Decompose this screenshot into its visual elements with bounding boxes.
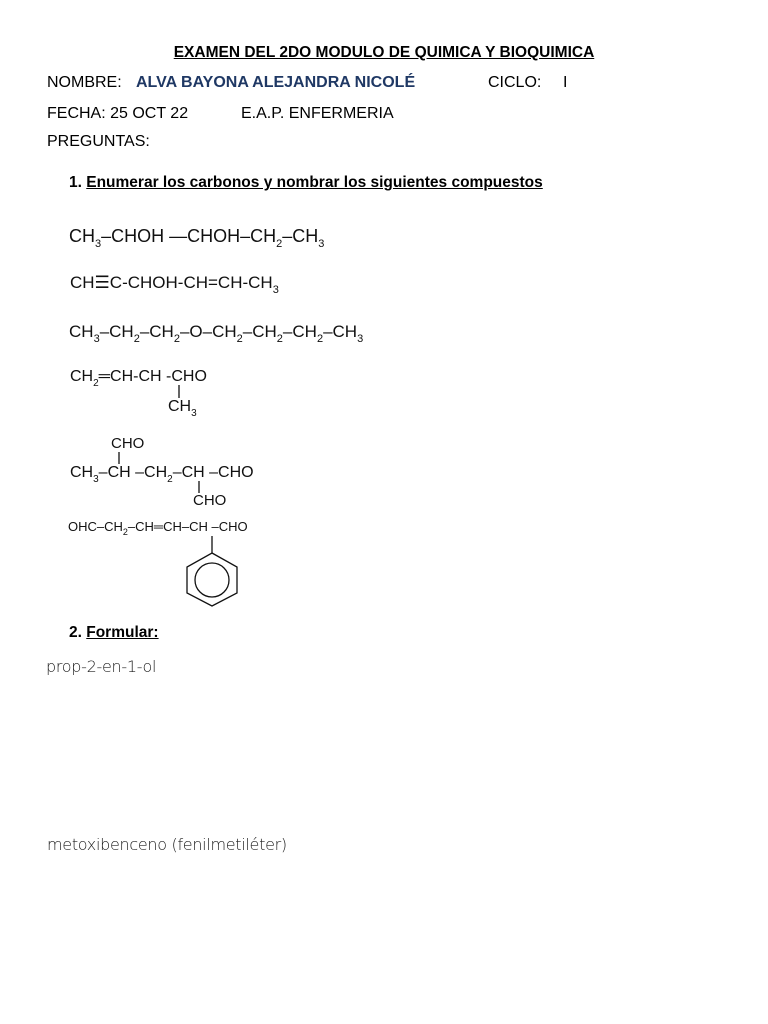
question-1-text: Enumerar los carbonos y nombrar los siguientes compuestos [86,174,543,191]
question-2-number: 2. [69,624,82,641]
formula-5-bottom: CHO [193,492,227,509]
question-2 [69,624,159,642]
formula-5: $CH_3-CH$ $-CH_2-CH$ –CHO [70,464,254,485]
preguntas-label: PREGUNTAS: [47,133,150,150]
formula-3: $CH_3-CH_2-CH_2-O-CH_2-CH_2-CH_2-CH_3$ [69,322,364,345]
question-1-number: 1. [69,174,82,191]
answer-2-text: metoxibenceno (fenilmetiléter) [47,835,287,854]
formula-6: OHC–$CH_2-CH═CH-CH$ –CHO [68,519,248,537]
ciclo-label: CICLO: [488,74,542,91]
formula-2: $CH☰C-CHOH-CH=CH-CH_3$ [70,273,279,296]
exam-title: EXAMEN DEL 2DO MODULO DE QUIMICA Y BIOQUIMICA [173,44,595,61]
question-2-text: Formular: [86,624,159,641]
formula-4-substituent: $CH_3$ [168,398,197,419]
formula-5-top: CHO [111,435,145,452]
formula-1: $CH_3$–CHOH $—CHOH-CH_2-CH_3$ [69,226,325,250]
nombre-label: NOMBRE: [47,74,122,91]
eap-text: E.A.P. ENFERMERIA [241,105,394,122]
answer-1-text: prop-2-en-1-ol [46,657,157,676]
benzene-ring-circle [195,563,229,597]
formula-4: $CH_2═CH-CH$ -CHO [70,368,207,389]
fecha-text: FECHA: 25 OCT 22 [47,105,189,122]
nombre-value: ALVA BAYONA ALEJANDRA NICOLÉ [136,74,416,91]
ciclo-value: I [563,74,568,91]
